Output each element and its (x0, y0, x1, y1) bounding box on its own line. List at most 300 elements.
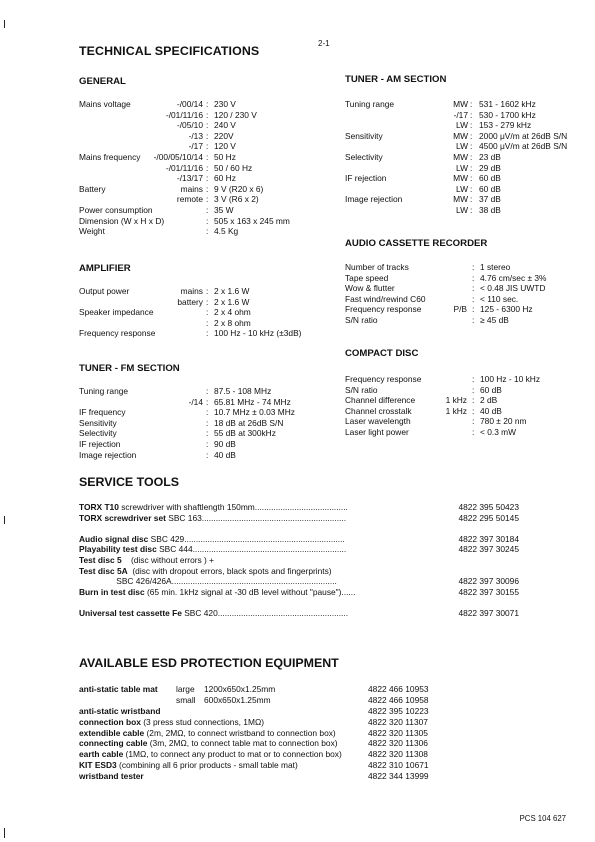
esd-part-number: 4822 320 11305 (368, 727, 428, 738)
esd-item-name: earth cable (79, 749, 124, 760)
spec-value: 60 dB (480, 384, 502, 395)
spec-label: Frequency response (345, 374, 422, 384)
spec-row (345, 120, 585, 131)
spec-qualifier: -/17 (453, 109, 468, 120)
tool-part-number: 4822 397 30155 (458, 586, 519, 597)
spec-value: 4.5 Kg (214, 226, 239, 237)
spec-row (79, 173, 379, 184)
spec-colon: : (206, 226, 209, 237)
spec-colon: : (470, 120, 473, 131)
tool-name: Burn in test disc (79, 586, 145, 597)
spec-label: Mains frequency (79, 151, 141, 162)
spec-value: < 0.48 JIS UWTD (480, 283, 546, 294)
esd-part-number: 4822 320 11308 (368, 749, 428, 760)
spec-qualifier: battery (177, 296, 203, 307)
esd-equipment-list (79, 684, 529, 782)
spec-value: 120 / 230 V (214, 109, 257, 120)
tool-part-number: 4822 397 30184 (458, 533, 519, 544)
tool-description (79, 534, 345, 545)
spec-label: Fast wind/rewind C60 (345, 293, 426, 304)
spec-row (345, 304, 585, 315)
spec-value: 780 ± 20 nm (480, 416, 527, 427)
spec-label: Mains voltage (79, 99, 131, 109)
spec-row (79, 307, 379, 318)
esd-row (79, 684, 529, 695)
spec-value: 230 V (214, 99, 236, 109)
spec-qualifier: -/13 (188, 130, 203, 141)
spec-qualifier: LW (456, 183, 468, 194)
esd-dimensions: 1200x650x1.25mm (204, 684, 276, 694)
spec-label: Selectivity (345, 151, 383, 162)
spec-value: 29 dB (479, 162, 501, 173)
spec-qualifier: -/00/05/10/14 (153, 151, 203, 162)
spec-qualifier: P/B (453, 304, 467, 315)
tool-part-number: 4822 397 30245 (458, 544, 519, 555)
spec-colon: : (470, 151, 473, 162)
edge-tick (4, 828, 5, 838)
spec-value: 55 dB at 300kHz (214, 428, 276, 439)
spec-value: 2 x 8 ohm (214, 317, 251, 328)
tool-line (79, 566, 519, 577)
tool-detail: SBC 420........................................................ (181, 607, 349, 618)
spec-colon: : (472, 272, 475, 283)
spec-row (345, 110, 585, 121)
spec-colon: : (206, 396, 209, 407)
tool-name: TORX T10 (79, 502, 119, 512)
esd-description (79, 717, 264, 728)
spec-colon: : (206, 162, 209, 173)
spec-table-compact-disc (345, 374, 585, 438)
spec-row (345, 262, 585, 273)
tool-line (79, 544, 519, 555)
esd-row (79, 728, 529, 739)
spec-colon: : (206, 307, 209, 318)
spec-colon: : (206, 317, 209, 328)
spec-label: Channel difference (345, 395, 416, 406)
section-heading-cassette: AUDIO CASSETTE RECORDER (345, 238, 488, 249)
spec-colon: : (206, 215, 209, 226)
spec-row (345, 427, 585, 438)
tool-name: Playability test disc (79, 544, 157, 555)
spec-value: 50 / 60 Hz (214, 162, 253, 173)
esd-item-name: connecting cable (79, 738, 148, 749)
esd-size: small (176, 694, 196, 705)
spec-value: 120 V (214, 141, 236, 152)
page-number: 2-1 (318, 39, 330, 48)
spec-row (345, 416, 585, 427)
spec-row (79, 141, 379, 152)
spec-value: 125 - 6300 Hz (480, 304, 533, 315)
spec-label: Laser wavelength (345, 416, 411, 427)
spec-value: 2 x 1.6 W (214, 286, 250, 296)
spec-qualifier: remote (176, 194, 203, 205)
spec-colon: : (206, 407, 209, 418)
esd-description (79, 738, 338, 749)
spec-value: ≥ 45 dB (480, 314, 509, 325)
spec-colon: : (206, 386, 209, 396)
tool-detail: SBC 426/426A....................................................................... (79, 576, 337, 587)
spec-colon: : (206, 296, 209, 307)
spec-qualifier: 1 kHz (445, 395, 467, 406)
tool-line (79, 587, 519, 598)
spec-qualifier: -/13/17 (176, 173, 203, 184)
esd-item-name: wristband tester (79, 771, 144, 782)
spec-label: IF rejection (345, 173, 387, 184)
tool-part-number: 4822 295 50145 (458, 512, 519, 523)
spec-colon: : (470, 99, 473, 109)
spec-row (345, 173, 585, 184)
esd-row (79, 738, 529, 749)
spec-row (79, 439, 379, 450)
esd-description (79, 684, 158, 695)
spec-value: 530 - 1700 kHz (479, 109, 536, 120)
tool-description (79, 555, 214, 566)
spec-row (79, 297, 379, 308)
tool-description (79, 576, 337, 587)
tool-name: TORX screwdriver set (79, 512, 166, 523)
spec-colon: : (472, 416, 475, 427)
spec-row (345, 184, 585, 195)
tool-line (79, 534, 519, 545)
esd-dimensions: 600x650x1.25mm (204, 694, 271, 705)
spec-value: 153 - 279 kHz (479, 120, 532, 131)
esd-part-number: 4822 310 10671 (368, 760, 429, 771)
esd-description (79, 728, 336, 739)
spec-colon: : (470, 204, 473, 215)
spec-row (79, 110, 379, 121)
spec-qualifier: MW (453, 130, 468, 141)
spec-row (345, 131, 585, 142)
section-heading-compact-disc: COMPACT DISC (345, 348, 419, 359)
tool-description (79, 502, 348, 513)
spec-row (79, 397, 379, 408)
spec-colon: : (206, 286, 209, 296)
esd-description (79, 706, 160, 717)
spec-value: 60 dB (479, 183, 501, 194)
tool-part-number: 4822 397 30071 (458, 607, 519, 618)
esd-item-detail: (3m, 2MΩ, to connect table mat to connection box) (147, 738, 338, 749)
tool-name: Test disc 5A (79, 565, 128, 576)
esd-part-number: 4822 320 11307 (368, 716, 428, 727)
spec-qualifier: 1 kHz (445, 405, 467, 416)
spec-table-cassette (345, 262, 585, 326)
spec-qualifier: mains (180, 183, 203, 194)
spec-colon: : (472, 405, 475, 416)
spec-label: IF frequency (79, 407, 126, 418)
spec-table-general (79, 99, 379, 237)
spec-label: S/N ratio (345, 314, 378, 325)
spec-colon: : (472, 374, 475, 384)
esd-row (79, 717, 529, 728)
spec-value: 2 dB (480, 395, 498, 406)
spec-row (345, 283, 585, 294)
esd-row (79, 749, 529, 760)
spec-row (79, 386, 379, 397)
spec-colon: : (206, 151, 209, 162)
spec-value: 531 - 1602 kHz (479, 99, 536, 109)
page-title: TECHNICAL SPECIFICATIONS (79, 44, 260, 58)
esd-item-name: connection box (79, 716, 141, 727)
spec-colon: : (206, 173, 209, 184)
spec-colon: : (206, 204, 209, 215)
esd-part-number: 4822 466 10958 (368, 694, 429, 705)
spec-colon: : (470, 109, 473, 120)
tool-part-number: 4822 395 50423 (458, 502, 519, 512)
spec-row (345, 315, 585, 326)
spec-row (345, 294, 585, 305)
tool-detail: (disc without errors ) + (121, 554, 215, 565)
spec-value: 37 dB (479, 194, 501, 205)
spec-qualifier: LW (456, 141, 468, 152)
spec-value: 35 W (214, 204, 234, 215)
tool-line (79, 576, 519, 587)
spec-qualifier: -/01/11/16 (165, 109, 203, 120)
tool-detail: SBC 163.............................................................. (165, 512, 347, 523)
esd-description (79, 760, 298, 771)
spec-value: 60 Hz (214, 173, 236, 184)
spec-colon: : (206, 194, 209, 205)
spec-qualifier: -/05/10 (176, 120, 203, 131)
spec-label: Power consumption (79, 204, 153, 215)
tool-description (79, 513, 346, 524)
tool-detail: screwdriver with shaftlength 150mm........................................ (118, 502, 348, 512)
spec-row (345, 163, 585, 174)
tool-description (79, 587, 355, 598)
spec-row (79, 152, 379, 163)
spec-row (345, 395, 585, 406)
esd-item-name: KIT ESD3 (79, 760, 117, 771)
spec-value: 60 dB (479, 173, 501, 184)
spec-label: Tape speed (345, 272, 389, 283)
spec-qualifier: -/14 (188, 396, 203, 407)
spec-row (79, 226, 379, 237)
spec-colon: : (470, 162, 473, 173)
spec-value: 87.5 - 108 MHz (214, 386, 272, 396)
spec-table-amplifier (79, 286, 379, 339)
spec-colon: : (470, 141, 473, 152)
spec-colon: : (472, 304, 475, 315)
spec-value: 18 dB at 26dB S/N (214, 417, 284, 428)
spec-colon: : (206, 109, 209, 120)
spec-row (79, 205, 379, 216)
section-heading-general: GENERAL (79, 76, 126, 87)
spec-value: 100 Hz - 10 kHz (±3dB) (214, 328, 302, 339)
spec-colon: : (206, 449, 209, 460)
spec-row (79, 194, 379, 205)
tool-name: Test disc 5 (79, 554, 122, 565)
spec-value: 40 dB (480, 405, 502, 416)
esd-description (79, 771, 144, 782)
spec-label: Weight (79, 226, 105, 237)
spec-colon: : (470, 183, 473, 194)
esd-part-number: 4822 395 10223 (368, 705, 429, 716)
spec-value: 50 Hz (214, 151, 236, 162)
spec-value: 220V (214, 130, 234, 141)
spec-label: IF rejection (79, 438, 121, 449)
spec-row (79, 428, 379, 439)
section-heading-service-tools: SERVICE TOOLS (79, 475, 180, 489)
spec-qualifier: MW (453, 194, 468, 205)
spec-table-tuner-fm (79, 386, 379, 460)
spec-row (345, 99, 585, 110)
spec-qualifier: MW (453, 173, 468, 184)
spec-label: Sensitivity (79, 417, 117, 428)
spec-value: 2000 μV/m at 26dB S/N (479, 130, 568, 141)
spec-value: 3 V (R6 x 2) (214, 194, 259, 205)
spec-value: 65.81 MHz - 74 MHz (214, 396, 291, 407)
spec-label: Wow & flutter (345, 283, 395, 294)
spec-row (345, 141, 585, 152)
esd-item-detail: (combining all 6 prior products - small table mat) (116, 760, 298, 771)
spec-label: Sensitivity (345, 130, 383, 141)
spec-value: 505 x 163 x 245 mm (214, 215, 290, 226)
spec-colon: : (206, 328, 209, 339)
spec-value: 2 x 1.6 W (214, 296, 250, 307)
spec-colon: : (470, 130, 473, 141)
spec-row (79, 99, 379, 110)
tool-line (79, 513, 519, 524)
spec-colon: : (206, 417, 209, 428)
esd-size: large (176, 684, 195, 694)
spec-colon: : (206, 428, 209, 439)
esd-row (79, 695, 529, 706)
spec-label: Laser light power (345, 426, 409, 437)
esd-part-number: 4822 466 10953 (368, 684, 429, 694)
spec-value: 4.76 cm/sec ± 3% (480, 272, 547, 283)
spec-value: 9 V (R20 x 6) (214, 183, 264, 194)
spec-label: Speaker impedance (79, 307, 154, 318)
spec-colon: : (206, 120, 209, 131)
spec-colon: : (206, 183, 209, 194)
spec-value: 2 x 4 ohm (214, 307, 251, 318)
esd-item-name: anti-static wristband (79, 705, 161, 716)
spec-row (79, 120, 379, 131)
spec-qualifier: LW (456, 204, 468, 215)
tool-detail: (disc with dropout errors, black spots and fingerprints) (127, 565, 332, 576)
spec-value: 10.7 MHz ± 0.03 MHz (214, 407, 295, 418)
spec-qualifier: -/01/11/16 (165, 162, 203, 173)
esd-item-name: anti-static table mat (79, 684, 158, 694)
spec-qualifier: -/17 (188, 141, 203, 152)
spec-row (345, 194, 585, 205)
esd-item-detail: (3 press stud connections, 1MΩ) (140, 716, 264, 727)
spec-row (79, 418, 379, 429)
spec-value: 4500 μV/m at 26dB S/N (479, 141, 568, 152)
spec-row (79, 163, 379, 174)
spec-label: Image rejection (79, 449, 137, 460)
spec-value: 90 dB (214, 438, 236, 449)
spec-row (79, 184, 379, 195)
spec-label: Output power (79, 286, 130, 296)
spec-value: 38 dB (479, 204, 501, 215)
spec-value: 40 dB (214, 449, 236, 460)
spec-colon: : (472, 395, 475, 406)
tool-line (79, 608, 519, 619)
spec-row (345, 152, 585, 163)
spec-label: Frequency response (345, 304, 422, 315)
spec-row (345, 273, 585, 284)
spec-qualifier: LW (456, 120, 468, 131)
spec-label: Number of tracks (345, 262, 409, 272)
tool-line (79, 502, 519, 513)
tool-detail: SBC 444.................................................................. (156, 544, 347, 555)
esd-row (79, 706, 529, 717)
tool-detail: SBC 429..................................................................... (148, 533, 345, 544)
tool-name: Audio signal disc (79, 533, 149, 544)
tool-description (79, 544, 346, 555)
section-heading-esd: AVAILABLE ESD PROTECTION EQUIPMENT (79, 656, 339, 670)
tool-line (79, 555, 519, 566)
esd-part-number: 4822 320 11306 (368, 738, 428, 749)
spec-value: 23 dB (479, 151, 501, 162)
spec-table-tuner-am (345, 99, 585, 216)
spec-colon: : (472, 426, 475, 437)
spec-row (79, 286, 379, 297)
spec-colon: : (206, 141, 209, 152)
spec-colon: : (472, 262, 475, 272)
tool-part-number: 4822 397 30096 (458, 576, 519, 587)
tool-description (79, 566, 332, 577)
spec-colon: : (472, 314, 475, 325)
edge-tick (4, 20, 5, 28)
section-heading-tuner-am: TUNER - AM SECTION (345, 74, 447, 85)
tool-name: Universal test cassette Fe (79, 607, 182, 618)
spec-row (345, 205, 585, 216)
section-heading-amplifier: AMPLIFIER (79, 263, 131, 274)
spec-row (79, 450, 379, 461)
spec-qualifier: MW (453, 151, 468, 162)
spec-colon: : (470, 194, 473, 205)
spec-label: Frequency response (79, 328, 156, 339)
spec-label: Selectivity (79, 428, 117, 439)
tool-description (79, 608, 348, 619)
esd-item-detail: (2m, 2MΩ, to connect wristband to connection box) (144, 727, 336, 738)
edge-tick (4, 516, 5, 524)
footer-code: PCS 104 627 (519, 814, 566, 823)
spec-row (79, 131, 379, 142)
spec-value: 1 stereo (480, 262, 511, 272)
spec-row (79, 318, 379, 329)
spec-row (79, 216, 379, 227)
spec-qualifier: mains (180, 286, 203, 296)
spec-label: S/N ratio (345, 384, 378, 395)
esd-description (79, 749, 342, 760)
spec-colon: : (472, 293, 475, 304)
spec-value: < 110 sec. (480, 293, 519, 304)
tool-detail: (65 min. 1kHz signal at -30 dB level without "pause")...... (144, 586, 356, 597)
spec-value: 100 Hz - 10 kHz (480, 374, 541, 384)
esd-item-detail: (1MΩ, to connect any product to mat or to connection box) (123, 749, 342, 760)
spec-label: Tuning range (345, 99, 395, 109)
spec-value: < 0.3 mW (480, 426, 517, 437)
spec-row (345, 385, 585, 396)
spec-qualifier: -/00/14 (176, 99, 203, 109)
spec-label: Battery (79, 183, 106, 194)
section-heading-tuner-fm: TUNER - FM SECTION (79, 363, 180, 374)
spec-qualifier: MW (453, 99, 468, 109)
spec-qualifier: LW (456, 162, 468, 173)
spec-label: Tuning range (79, 386, 129, 396)
spec-colon: : (206, 438, 209, 449)
spec-value: 240 V (214, 120, 236, 131)
spec-row (345, 374, 585, 385)
esd-row (79, 760, 529, 771)
spec-colon: : (470, 173, 473, 184)
service-tools-list (79, 502, 519, 619)
spec-row (345, 406, 585, 417)
spec-colon: : (472, 384, 475, 395)
spec-colon: : (206, 99, 209, 109)
